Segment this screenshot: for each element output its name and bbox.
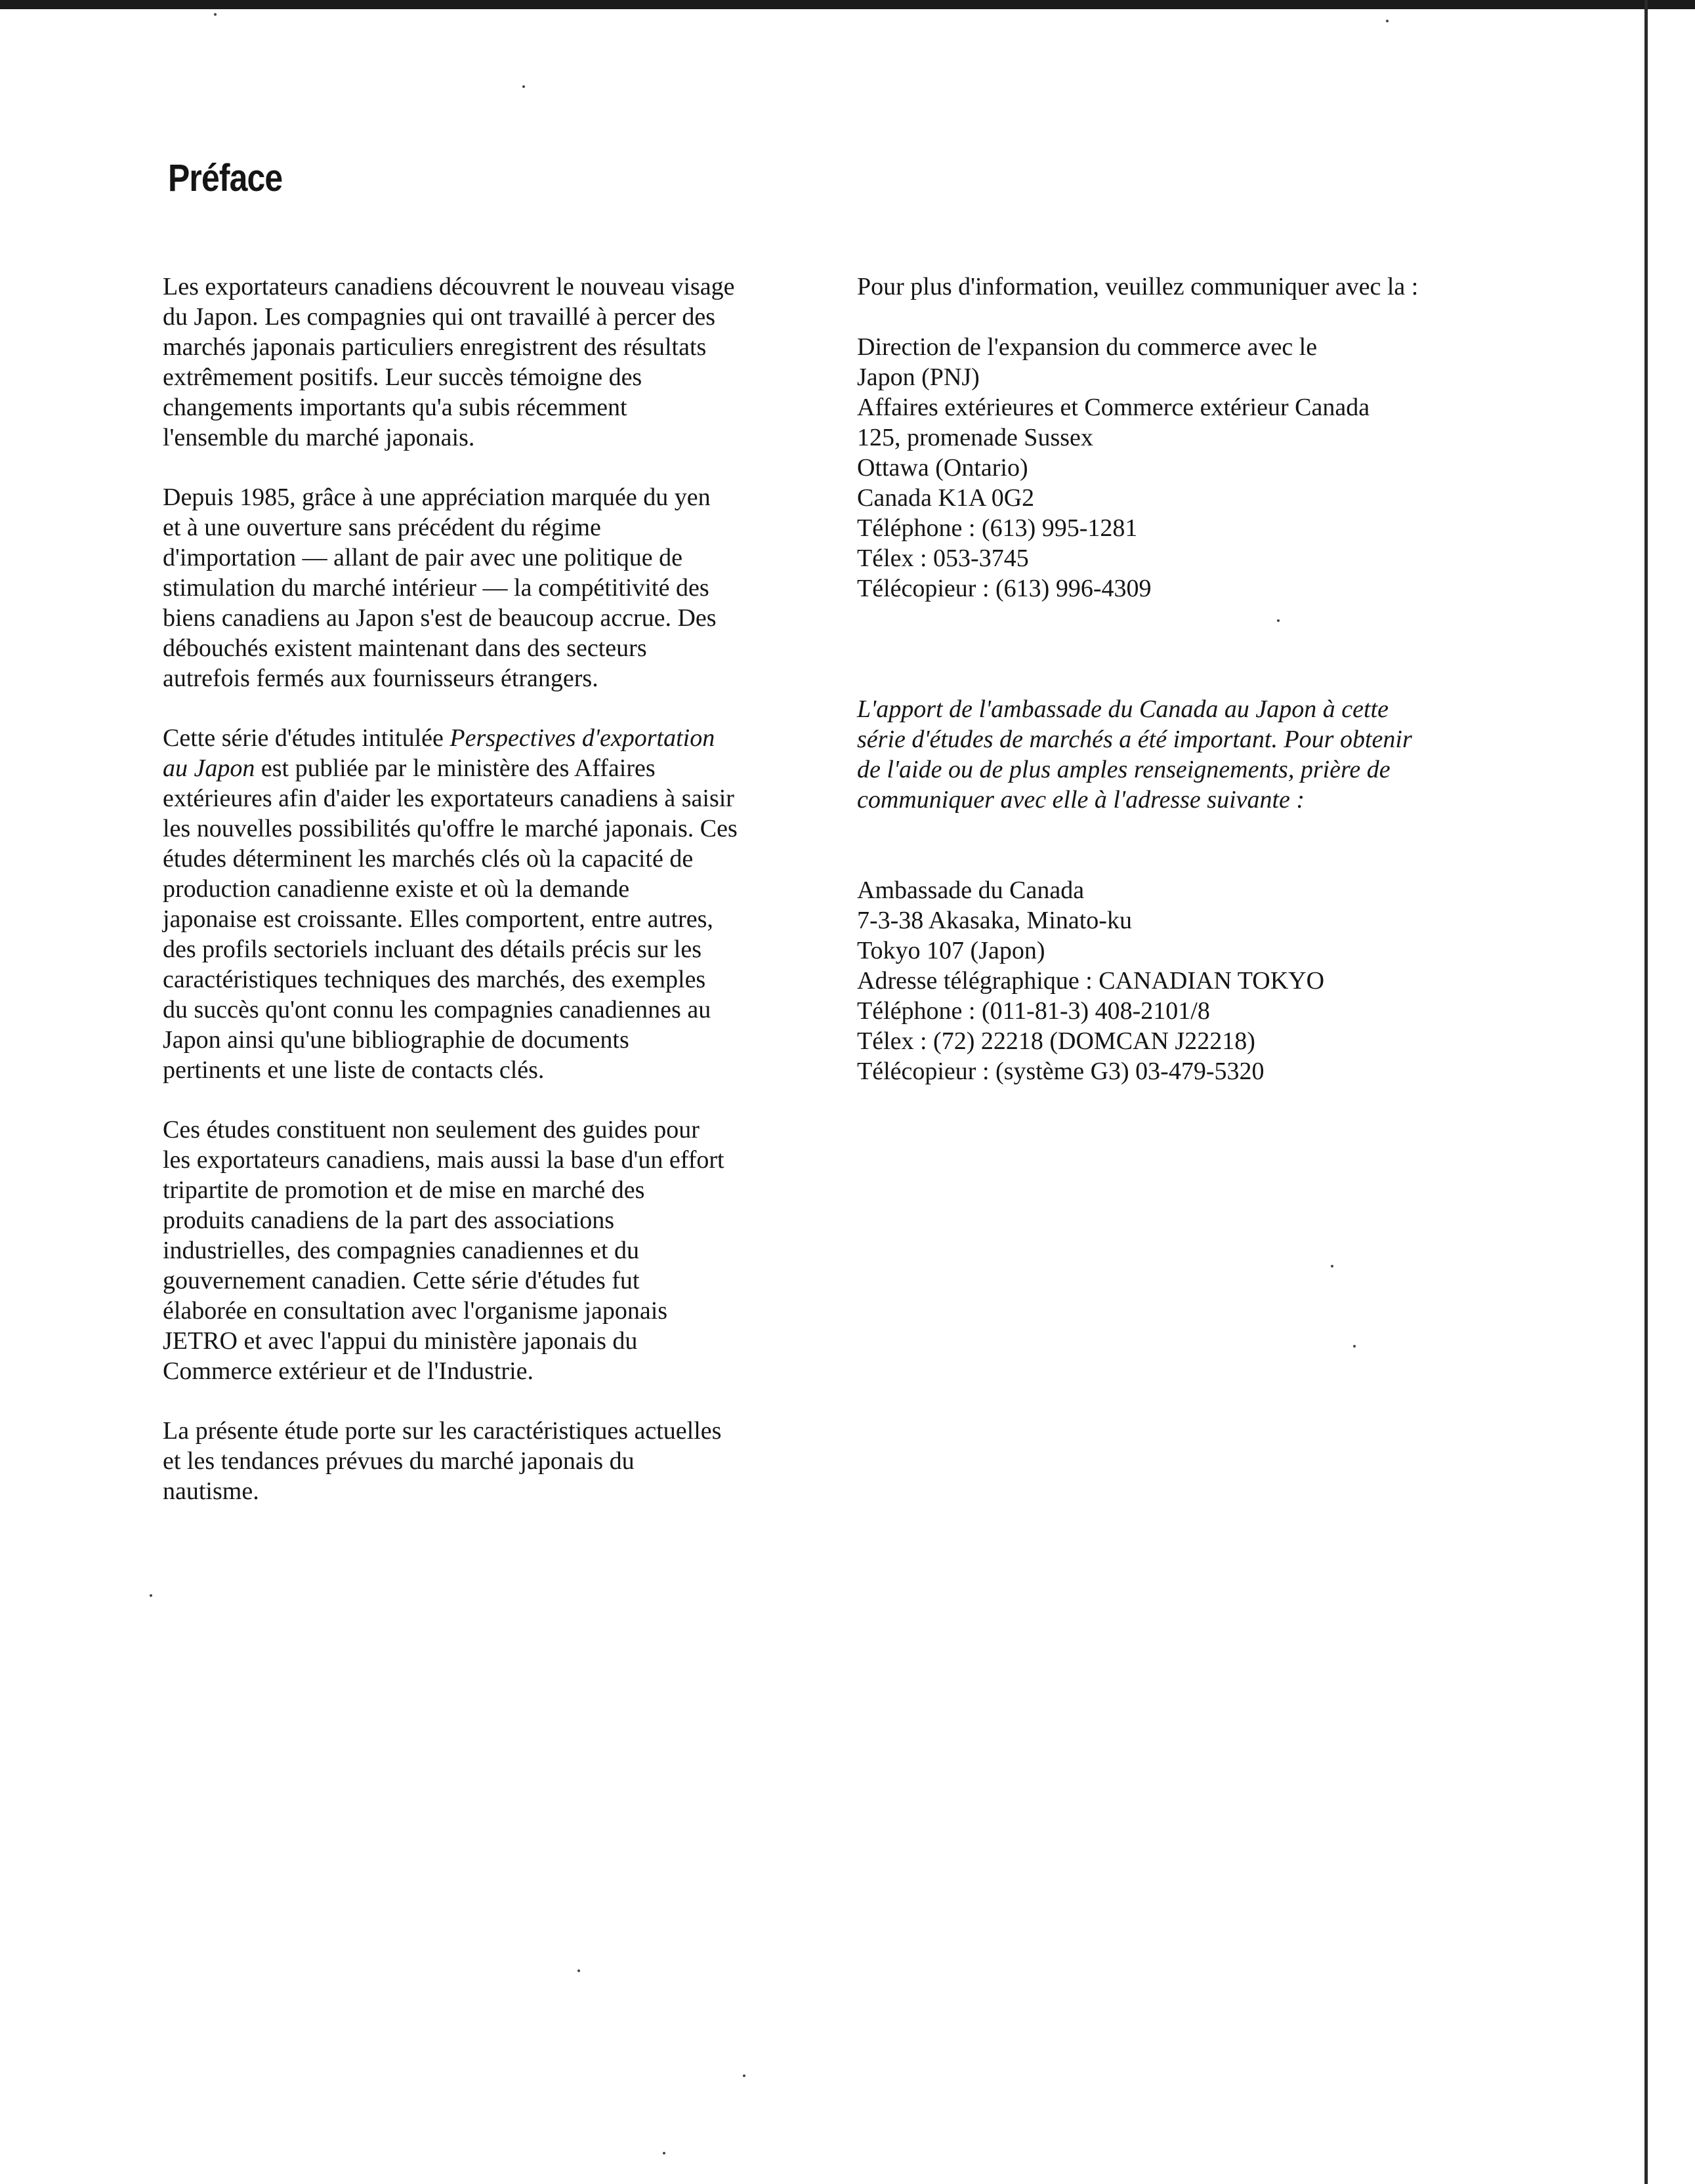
paragraph-series — [163, 723, 839, 1085]
address-line: Canada K1A 0G2 — [857, 484, 1035, 512]
embassy-address-block — [857, 875, 1592, 1086]
paragraph-intro — [163, 272, 839, 453]
note-line: de l'aide ou de plus amples renseignements, prière de — [857, 756, 1391, 783]
address-line: Japon (PNJ) — [857, 363, 980, 391]
text-line — [163, 753, 839, 783]
text-line: production canadienne existe et où la demande — [163, 875, 630, 903]
text-line: l'ensemble du marché japonais. — [163, 424, 475, 451]
text-line — [163, 723, 839, 753]
text-line: gouvernement canadien. Cette série d'études fut — [163, 1267, 640, 1294]
fax-line: Télécopieur : (613) 996-4309 — [857, 575, 1152, 602]
text-line: extérieures afin d'aider les exportateurs canadiens à saisir — [163, 785, 734, 812]
scan-speck — [522, 85, 525, 88]
text-line: industrielles, des compagnies canadiennes et du — [163, 1237, 640, 1264]
text-line: du Japon. Les compagnies qui ont travaillé à percer des — [163, 303, 716, 331]
text-line: Les exportateurs canadiens découvrent le nouveau visage — [163, 273, 735, 300]
text-line: les exportateurs canadiens, mais aussi la base d'un effort — [163, 1146, 724, 1174]
spacer — [857, 604, 1592, 694]
text-line: des profils sectoriels incluant des détails précis sur les — [163, 936, 702, 963]
text-line: du succès qu'ont connu les compagnies canadiennes au — [163, 996, 711, 1023]
text-line: débouchés existent maintenant dans des secteurs — [163, 634, 647, 662]
text-line: produits canadiens de la part des associations — [163, 1206, 615, 1234]
text-line: et les tendances prévues du marché japonais du — [163, 1447, 635, 1475]
text-line: changements importants qu'a subis récemment — [163, 394, 627, 421]
text-line: d'importation — allant de pair avec une politique de — [163, 544, 682, 571]
top-border-line — [0, 0, 1695, 9]
text-line: nautisme. — [163, 1477, 259, 1505]
right-column — [857, 272, 1592, 1086]
text-line: et à une ouverture sans précédent du régime — [163, 514, 601, 541]
scan-speck — [1353, 1345, 1356, 1348]
text-line: tripartite de promotion et de mise en marché des — [163, 1176, 645, 1204]
note-line: L'apport de l'ambassade du Canada au Japon à cette — [857, 695, 1389, 723]
telegraph-line: Adresse télégraphique : CANADIAN TOKYO — [857, 967, 1325, 995]
address-line: 125, promenade Sussex — [857, 424, 1093, 451]
scan-speck — [743, 2074, 745, 2077]
note-line: série d'études de marchés a été important. Pour obtenir — [857, 726, 1412, 753]
address-line: Ambassade du Canada — [857, 876, 1085, 904]
text-line: autrefois fermés aux fournisseurs étrangers. — [163, 665, 598, 692]
text-line: les nouvelles possibilités qu'offre le marché japonais. Ces — [163, 815, 738, 842]
text-line: pertinents et une liste de contacts clés. — [163, 1056, 545, 1084]
scan-speck — [1277, 619, 1280, 622]
paragraph-since-1985 — [163, 482, 839, 693]
ottawa-address-block — [857, 332, 1592, 604]
text-line: Commerce extérieur et de l'Industrie. — [163, 1357, 534, 1385]
scan-speck — [214, 13, 217, 16]
left-column — [163, 272, 839, 1536]
telex-line: Télex : 053-3745 — [857, 545, 1029, 572]
text-line: Depuis 1985, grâce à une appréciation marquée du yen — [163, 484, 711, 511]
text-line: élaborée en consultation avec l'organisme japonais — [163, 1297, 668, 1325]
scan-speck — [150, 1594, 152, 1597]
text-line: Japon ainsi qu'une bibliographie de documents — [163, 1026, 629, 1054]
text-line: japonaise est croissante. Elles comportent, entre autres, — [163, 905, 713, 933]
text-line: Ces études constituent non seulement des guides pour — [163, 1116, 700, 1144]
text-line: marchés japonais particuliers enregistrent des résultats — [163, 333, 707, 361]
address-line: Tokyo 107 (Japon) — [857, 937, 1045, 964]
embassy-note — [857, 694, 1592, 815]
address-line: 7-3-38 Akasaka, Minato-ku — [857, 907, 1132, 934]
address-line: Direction de l'expansion du commerce avec le — [857, 333, 1318, 361]
text-fragment: est publiée par le ministère des Affaires — [255, 754, 656, 782]
page-title: Préface — [168, 157, 283, 199]
scan-speck — [663, 2152, 665, 2154]
address-line: Ottawa (Ontario) — [857, 454, 1028, 482]
text-line: La présente étude porte sur les caractéristiques actuelles — [163, 1417, 722, 1445]
text-line: études déterminent les marchés clés où la capacité de — [163, 845, 694, 873]
text-fragment: Cette série d'études intitulée — [163, 724, 450, 752]
scan-speck — [577, 1969, 580, 1972]
phone-line: Téléphone : (613) 995-1281 — [857, 514, 1138, 542]
phone-line: Téléphone : (011-81-3) 408-2101/8 — [857, 997, 1210, 1025]
spacer — [857, 302, 1592, 332]
telex-line: Télex : (72) 22218 (DOMCAN J22218) — [857, 1027, 1255, 1055]
address-line: Affaires extérieures et Commerce extérieur Canada — [857, 394, 1370, 421]
scan-speck — [1386, 20, 1389, 22]
note-line: communiquer avec elle à l'adresse suivante : — [857, 786, 1305, 814]
text-line: JETRO et avec l'appui du ministère japonais du — [163, 1327, 638, 1355]
paragraph-this-study — [163, 1416, 839, 1506]
paragraph-tripartite — [163, 1115, 839, 1386]
text-line: caractéristiques techniques des marchés, des exemples — [163, 966, 706, 993]
fax-line: Télécopieur : (système G3) 03-479-5320 — [857, 1058, 1265, 1085]
text-line: stimulation du marché intérieur — la compétitivité des — [163, 574, 709, 602]
scan-speck — [1331, 1265, 1333, 1267]
text-line: extrêmement positifs. Leur succès témoigne des — [163, 363, 642, 391]
text-line: biens canadiens au Japon s'est de beaucoup accrue. Des — [163, 604, 717, 632]
series-title-italic: Perspectives d'exportation — [450, 724, 715, 752]
series-title-italic: au Japon — [163, 754, 255, 782]
right-border-line — [1644, 0, 1648, 2184]
contact-intro: Pour plus d'information, veuillez communiquer avec la : — [857, 273, 1419, 300]
spacer — [857, 815, 1592, 875]
